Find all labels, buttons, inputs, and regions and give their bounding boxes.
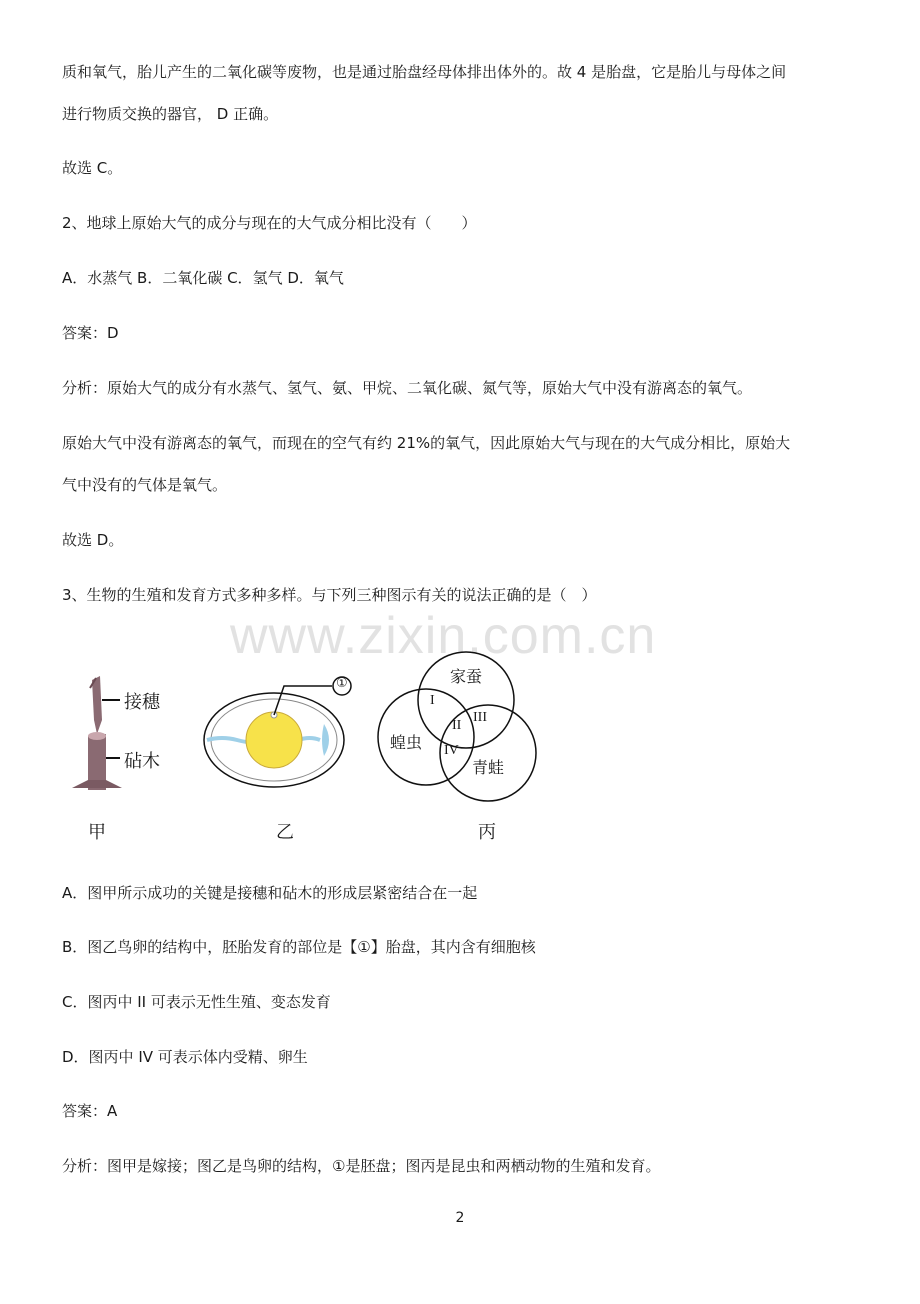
analysis-3: 分析：图甲是嫁接；图乙是鸟卵的结构，①是胚盘；图丙是昆虫和两栖动物的生殖和发育。 [62,1157,661,1175]
locust-label: 蝗虫 [390,733,423,752]
scion-label: 接穗 [124,692,160,713]
region-IV-label: IV [444,743,459,758]
page-number: 2 [455,1210,465,1226]
bird-egg-diagram [204,677,351,787]
figure-caption-bing: 丙 [478,822,496,843]
analysis-2: 分析：原始大气的成分有水蒸气、氢气、氨、甲烷、二氧化碳、氮气等，原始大气中没有游离态的氧气。 [62,379,753,397]
option-c: C．图丙中 II 可表示无性生殖、变态发育 [62,993,331,1011]
frog-label: 青蛙 [472,758,505,777]
grafting-diagram [72,676,122,790]
watermark: www.zixin.com.cn [230,607,657,665]
question-3: 3、生物的生殖和发育方式多种多样。与下列三种图示有关的说法正确的是（ ） [62,586,597,604]
rootstock-label: 砧木 [124,751,160,772]
answer-3: 答案：A [62,1102,118,1120]
option-b: B．图乙鸟卵的结构中，胚胎发育的部位是【①】胎盘，其内含有细胞核 [62,938,536,956]
answer-2: 答案：D [62,324,119,342]
question-2: 2、地球上原始大气的成分与现在的大气成分相比没有（ ） [62,214,477,232]
silkworm-label: 家蚕 [450,667,483,686]
text-line: 质和氧气，胎儿产生的二氧化碳等废物，也是通过胎盘经母体排出体外的。故 4 是胎盘，它是胎儿与母体之间 [62,63,787,81]
options-2: A．水蒸气 B．二氧化碳 C．氢气 D．氧气 [62,269,344,287]
figure-caption-jia: 甲 [88,822,106,843]
question-figure [62,640,562,850]
text-line: 故选 C。 [62,159,123,177]
text-line: 故选 D。 [62,531,124,549]
marker-1: ① [336,676,348,691]
text-line: 原始大气中没有游离态的氧气，而现在的空气有约 21%的氧气，因此原始大气与现在的大气成分相比，原始大 [62,434,791,452]
region-III-label: III [473,710,487,725]
option-a: A．图甲所示成功的关键是接穗和砧木的形成层紧密结合在一起 [62,884,478,902]
option-d: D．图丙中 IV 可表示体内受精、卵生 [62,1048,308,1066]
text-line: 进行物质交换的器官， D 正确。 [62,105,279,123]
figure-caption-yi: 乙 [276,822,294,843]
region-I-label: I [430,693,435,708]
text-line: 气中没有的气体是氧气。 [62,476,228,494]
region-II-label: II [452,718,462,733]
